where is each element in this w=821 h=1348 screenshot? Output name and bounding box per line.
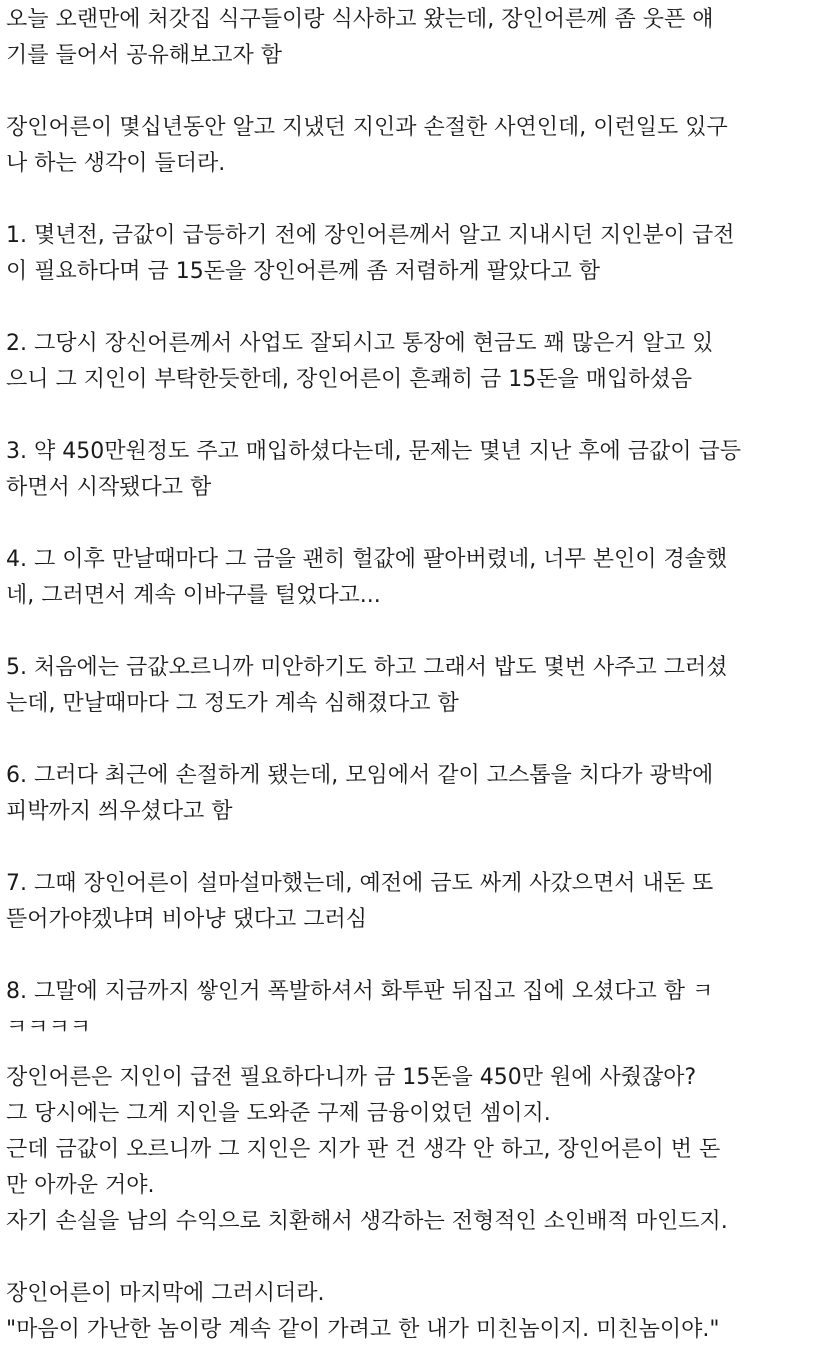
point-4 [6, 542, 819, 614]
text-line: 장인어른은 지인이 급전 필요하다니까 금 15돈을 450만 원에 사줬잖아? [6, 1065, 697, 1090]
text-line: 장인어른이 마지막에 그러시더라. [6, 1281, 325, 1306]
text-line: 5. 처음에는 금값오르니까 미안하기도 하고 그래서 밥도 몇번 사주고 그러셨 [6, 655, 728, 680]
text-line: 기를 들어서 공유해보고자 함 [6, 43, 283, 68]
text-line: 하면서 시작됐다고 함 [6, 475, 212, 500]
text-line: 2. 그당시 장신어른께서 사업도 잘되시고 통장에 현금도 꽤 많은거 알고 있 [6, 331, 714, 356]
text-line: 6. 그러다 최근에 손절하게 됐는데, 모임에서 같이 고스톱을 치다가 광박에 [6, 763, 714, 788]
text-line: "마음이 가난한 놈이랑 계속 같이 가려고 한 내가 미친놈이지. 미친놈이야." [6, 1317, 720, 1342]
text-line: 근데 금값이 오르니까 그 지인은 지가 판 건 생각 안 하고, 장인어른이 번 돈 [6, 1137, 721, 1162]
text-line: 으니 그 지인이 부탁한듯한데, 장인어른이 흔쾌히 금 15돈을 매입하셨음 [6, 367, 692, 392]
text-line: 7. 그때 장인어른이 설마설마했는데, 예전에 금도 싸게 사갔으면서 내돈 또 [6, 871, 714, 896]
point-6 [6, 758, 819, 830]
commentary-paragraph [6, 1060, 819, 1240]
closing-paragraph [6, 1276, 819, 1348]
text-line: 오늘 오랜만에 처갓집 식구들이랑 식사하고 왔는데, 장인어른께 좀 웃픈 얘 [6, 7, 714, 32]
top-edge [0, 0, 821, 6]
text-line: 만 아까운 거야. [6, 1173, 155, 1198]
point-2 [6, 326, 819, 398]
text-line: 는데, 만날때마다 그 정도가 계속 심해졌다고 함 [6, 691, 459, 716]
post-body [6, 2, 819, 1348]
text-line: 뜯어가야겠냐며 비아냥 댔다고 그러심 [6, 907, 368, 932]
text-line: 그 당시에는 그게 지인을 도와준 구제 금융이었던 셈이지. [6, 1101, 551, 1126]
text-line: 자기 손실을 남의 수익으로 치환해서 생각하는 전형적인 소인배적 마인드지. [6, 1209, 728, 1234]
point-8 [6, 974, 819, 1032]
text-line: 나 하는 생각이 들더라. [6, 151, 226, 176]
text-line: 1. 몇년전, 금값이 급등하기 전에 장인어른께서 알고 지내시던 지인분이 급전 [6, 223, 735, 248]
text-line: 피박까지 씌우셨다고 함 [6, 799, 233, 824]
intro-paragraph [6, 2, 819, 74]
point-3 [6, 434, 819, 506]
text-line-clipped: ㅋㅋㅋㅋ [6, 1015, 92, 1032]
text-line: 4. 그 이후 만날때마다 그 금을 괜히 헐값에 팔아버렸네, 너무 본인이 경솔했 [6, 547, 728, 572]
point-5 [6, 650, 819, 722]
text-line: 이 필요하다며 금 15돈을 장인어른께 좀 저렴하게 팔았다고 함 [6, 259, 600, 284]
text-line: 8. 그말에 지금까지 쌓인거 폭발하셔서 화투판 뒤집고 집에 오셨다고 함 ㅋ [6, 979, 714, 1004]
text-line: 네, 그러면서 계속 이바구를 털었다고... [6, 583, 381, 608]
point-7 [6, 866, 819, 938]
context-paragraph [6, 110, 819, 182]
text-line: 3. 약 450만원정도 주고 매입하셨다는데, 문제는 몇년 지난 후에 금값이 급등 [6, 439, 741, 464]
point-1 [6, 218, 819, 290]
text-line: 장인어른이 몇십년동안 알고 지냈던 지인과 손절한 사연인데, 이런일도 있구 [6, 115, 728, 140]
